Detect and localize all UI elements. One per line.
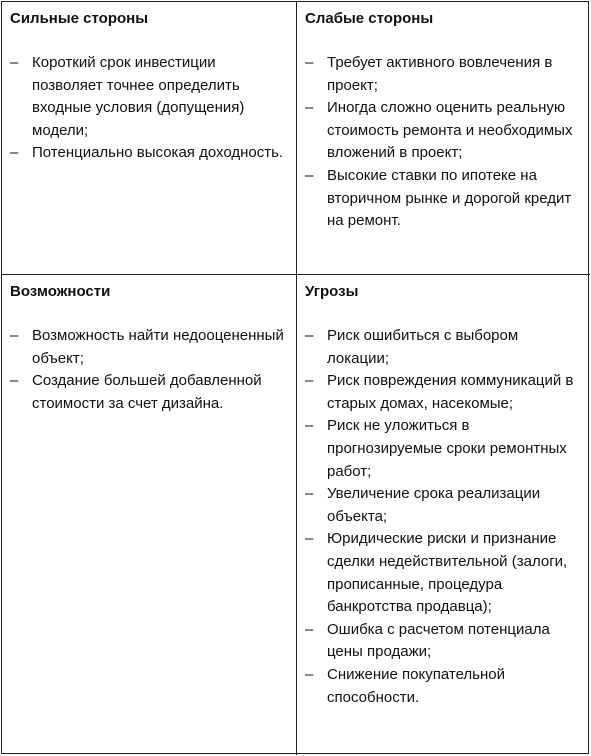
list-item — [305, 664, 582, 709]
list-item-text: Короткий срок инвестиции позволяет точнее определить входные условия (допущения) модели; — [32, 54, 245, 139]
weaknesses-title: Слабые стороны — [305, 10, 434, 27]
list-item-text: Потенциально высокая доходность. — [32, 144, 284, 162]
dash-bullet: – — [10, 144, 19, 162]
list-item-text: Риск ошибиться с выбором локации; — [327, 327, 519, 367]
dash-bullet: – — [10, 372, 19, 390]
dash-bullet: – — [305, 620, 314, 638]
list-item — [305, 52, 582, 97]
list-item-text: Снижение покупательной способности. — [327, 665, 505, 706]
list-item-text: Увеличение срока реализации объекта; — [327, 485, 541, 525]
list-item-text: Риск не уложиться в прогнозируемые сроки ремонтных работ; — [327, 417, 567, 480]
list-item — [305, 619, 582, 664]
dash-bullet: – — [305, 99, 314, 117]
strengths-cell — [2, 2, 296, 274]
opportunities-list — [10, 325, 288, 415]
dash-bullet: – — [305, 485, 314, 503]
list-item — [10, 325, 288, 370]
list-item — [10, 370, 288, 415]
swot-table — [1, 1, 589, 754]
weaknesses-cell — [296, 2, 590, 274]
list-item — [305, 325, 582, 370]
list-item-text: Юридические риски и признание сделки недействительной (залоги, прописанные, процедура банкротства продавца); — [327, 530, 568, 616]
list-item — [10, 52, 288, 142]
opportunities-title: Возможности — [10, 283, 111, 300]
list-item-text: Риск повреждения коммуникаций в старых домах, насекомые; — [327, 372, 574, 412]
dash-bullet: – — [10, 327, 19, 344]
dash-bullet: – — [305, 372, 314, 390]
dash-bullet: – — [305, 530, 314, 548]
opportunities-cell — [2, 274, 296, 755]
list-item — [305, 415, 582, 483]
threats-list — [305, 325, 582, 709]
dash-bullet: – — [305, 54, 314, 71]
list-item — [305, 370, 582, 415]
strengths-title: Сильные стороны — [10, 10, 149, 27]
list-item-text: Требует активного вовлечения в проект; — [327, 54, 553, 94]
list-item-text: Высокие ставки по ипотеке на вторичном рынке и дорогой кредит на ремонт. — [327, 166, 572, 230]
dash-bullet: – — [10, 54, 19, 71]
list-item-text: Иногда сложно оценить реальную стоимость ремонта и необходимых вложений в проект; — [327, 99, 573, 162]
list-item — [305, 97, 582, 165]
list-item-text: Ошибка с расчетом потенциала цены продажи; — [327, 620, 550, 661]
threats-cell — [296, 274, 590, 755]
list-item-text: Создание большей добавленной стоимости за счет дизайна. — [32, 372, 262, 412]
weaknesses-list — [305, 52, 582, 233]
list-item — [305, 483, 582, 528]
list-item — [305, 165, 582, 233]
list-item — [10, 142, 288, 165]
list-item-text: Возможность найти недооцененный объект; — [32, 327, 284, 367]
dash-bullet: – — [305, 417, 314, 435]
dash-bullet: – — [305, 166, 314, 184]
dash-bullet: – — [305, 665, 314, 683]
threats-title: Угрозы — [305, 283, 359, 300]
dash-bullet: – — [305, 327, 314, 344]
list-item — [305, 528, 582, 618]
strengths-list — [10, 52, 288, 165]
